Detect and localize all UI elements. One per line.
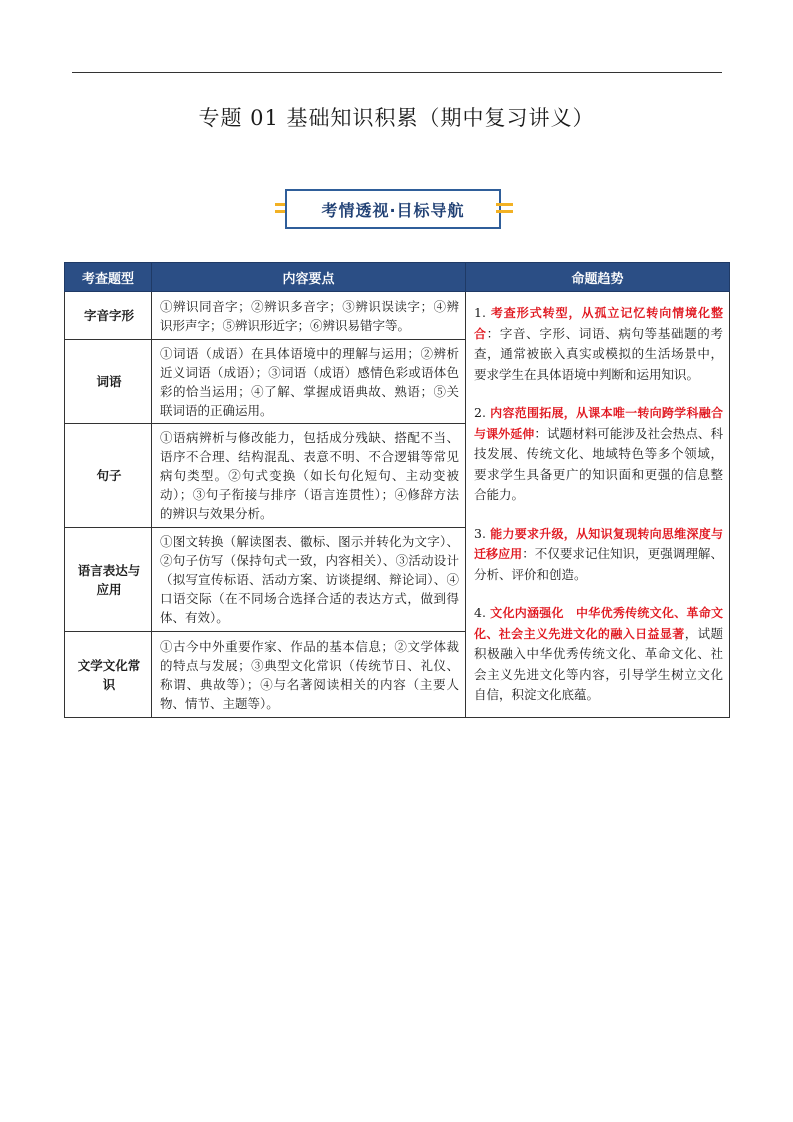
trend-body: ：试题材料可能涉及社会热点、科技发展、传统文化、地域特色等多个领域，要求学生具备更广的知识面和更强的信息整合能力。	[474, 425, 723, 503]
trend-item	[474, 303, 723, 385]
trend-item	[474, 403, 723, 506]
trend-item	[474, 603, 723, 706]
trend-number: 2.	[474, 405, 491, 421]
header-content: 内容要点	[152, 263, 466, 292]
row-category: 词语	[65, 340, 152, 424]
trend-highlight: 内容范围拓展，从课本唯一转向跨学科融合与课外延伸	[474, 406, 723, 441]
row-content: ①图文转换（解读图表、徽标、图示并转化为文字）、②句子仿写（保持句式一致，内容相关）、③活动设计（拟写宣传标语、活动方案、访谈提纲、辩论词）、④口语交际（在不同场合选择合适的表达方式，做到得体、有效）。	[152, 528, 466, 632]
page-title: 专题 01 基础知识积累（期中复习讲义）	[198, 106, 595, 130]
row-content: ①语病辨析与修改能力，包括成分残缺、搭配不当、语序不合理、结构混乱、表意不明、不合逻辑等常见病句类型。②句式变换（如长句化短句、主动变被动）；③句子衔接与排序（语言连贯性）；④修辞方法的辨识与效果分析。	[152, 424, 466, 528]
table-header-row	[65, 263, 730, 292]
decor-right-icon	[496, 203, 513, 217]
row-category: 句子	[65, 424, 152, 528]
row-content: ①辨识同音字；②辨识多音字；③辨识误读字；④辨识形声字；⑤辨识形近字；⑥辨识易错字等。	[152, 292, 466, 340]
trend-cell	[466, 292, 730, 718]
trend-item	[474, 524, 723, 586]
trend-number: 1.	[474, 305, 491, 321]
row-category: 语言表达与应用	[65, 528, 152, 632]
row-category: 文学文化常识	[65, 632, 152, 718]
trend-highlight: 文化内涵强化 中华优秀传统文化、革命文化、社会主义先进文化的融入日益显著	[474, 606, 723, 641]
trend-body: ，试题积极融入中华优秀传统文化、革命文化、社会主义先进文化等内容，引导学生树立文化自信，积淀文化底蕴。	[474, 625, 723, 703]
section-badge	[272, 189, 516, 231]
trend-highlight: 考查形式转型，从孤立记忆转向情境化整合	[474, 306, 723, 341]
header-category: 考查题型	[65, 263, 152, 292]
section-badge-label: 考情透视·目标导航	[285, 189, 501, 229]
trend-number: 3.	[474, 525, 491, 541]
header-trend: 命题趋势	[466, 263, 730, 292]
trend-body: ：字音、字形、词语、病句等基础题的考查，通常被嵌入真实或模拟的生活场景中，要求学生在具体语境中判断和运用知识。	[474, 325, 723, 382]
trend-number: 4.	[474, 605, 491, 621]
exam-table	[64, 262, 730, 718]
header-rule	[72, 72, 722, 73]
trend-highlight: 能力要求升级，从知识复现转向思维深度与迁移应用	[474, 526, 723, 562]
row-category: 字音字形	[65, 292, 152, 340]
trend-body: ：不仅要求记住知识，更强调理解、分析、评价和创造。	[474, 546, 723, 582]
row-content: ①古今中外重要作家、作品的基本信息；②文学体裁的特点与发展；③典型文化常识（传统节日、礼仪、称谓、典故等）；④与名著阅读相关的内容（主要人物、情节、主题等）。	[152, 632, 466, 718]
row-content: ①词语（成语）在具体语境中的理解与运用；②辨析近义词语（成语）；③词语（成语）感情色彩或语体色彩的恰当运用；④了解、掌握成语典故、熟语；⑤关联词语的正确运用。	[152, 340, 466, 424]
table-row	[65, 292, 730, 340]
